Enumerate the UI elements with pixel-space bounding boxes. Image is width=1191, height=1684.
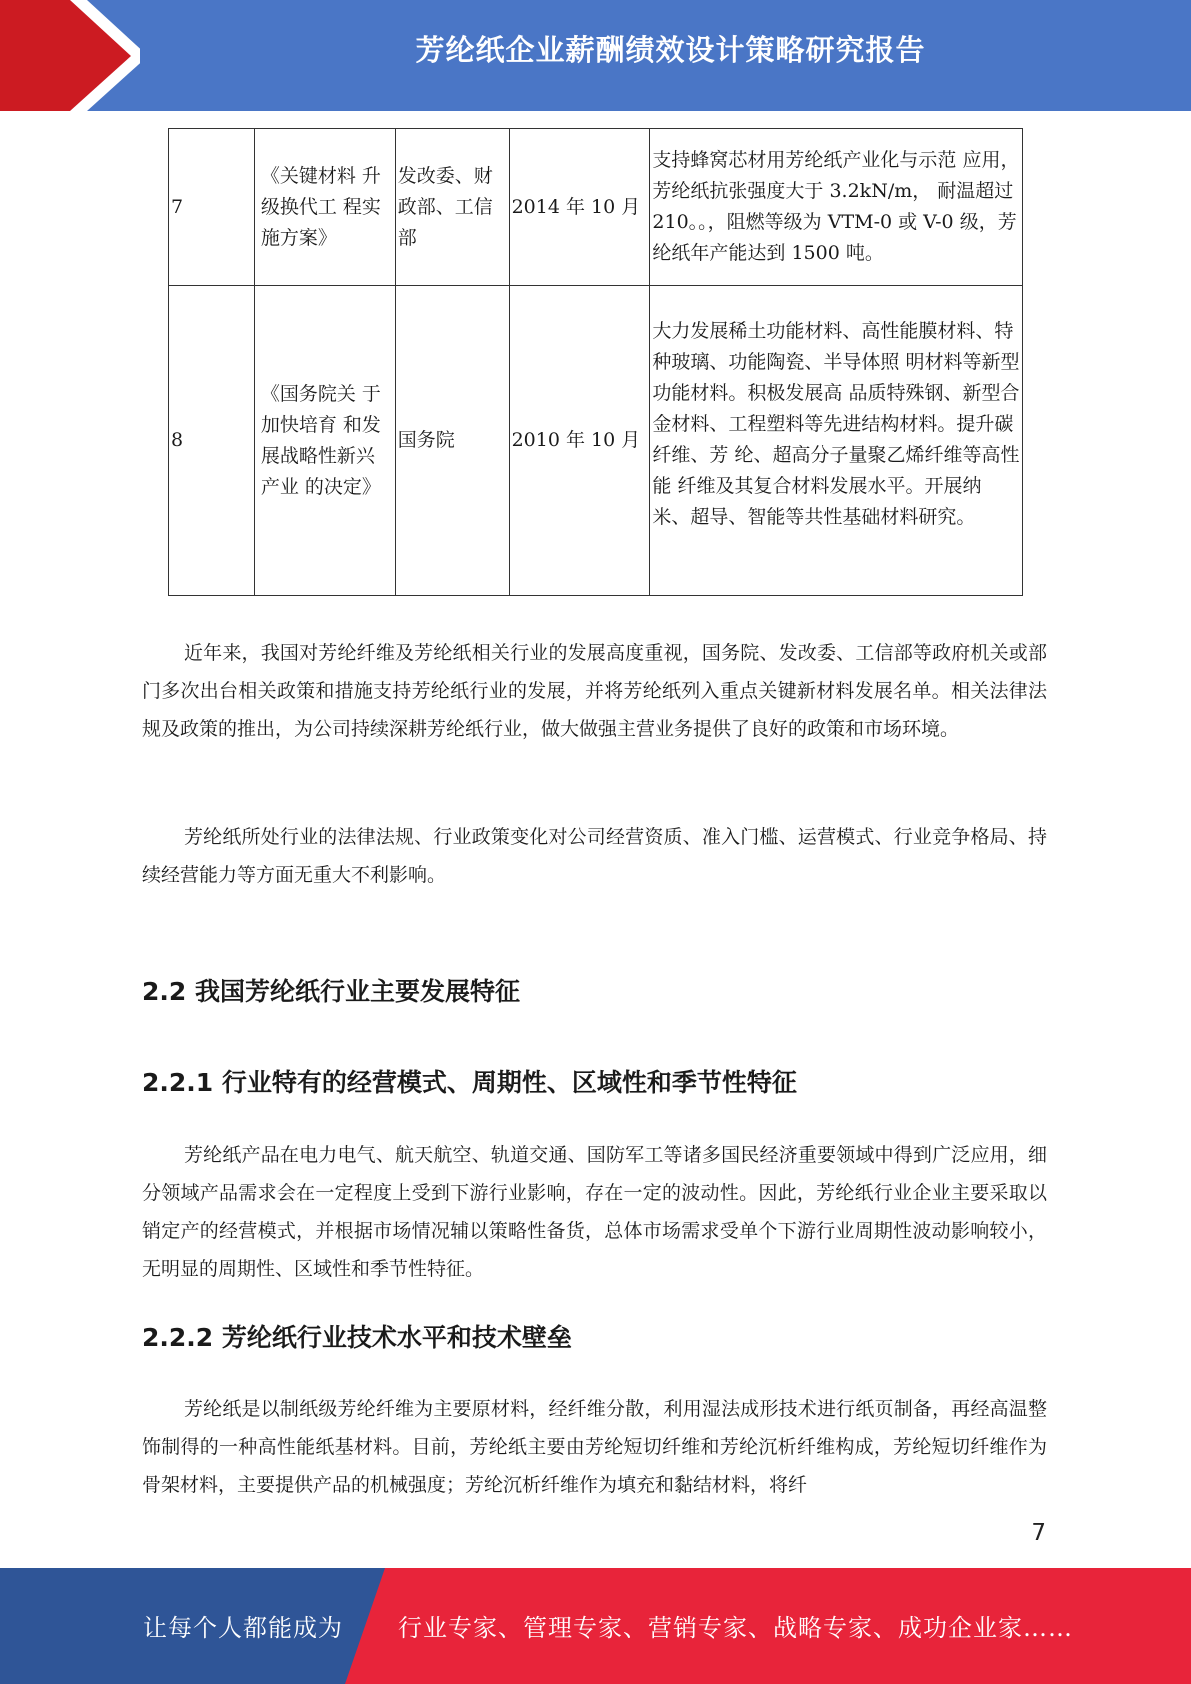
row-number: 8 <box>169 286 255 596</box>
paragraph-policy-impact: 芳纶纸所处行业的法律法规、行业政策变化对公司经营资质、准入门槛、运营模式、行业竞争格局、持续经营能力等方面无重大不利影响。 <box>142 826 1047 886</box>
section-heading-2-2-2: 2.2.2 芳纶纸行业技术水平和技术壁垒 <box>142 1323 572 1352</box>
issuing-department: 发改委、财政部、工信部 <box>395 129 509 286</box>
document-title: 芳纶纸企业薪酬绩效设计策略研究报告 <box>415 33 926 67</box>
policy-table <box>168 128 1023 596</box>
header-arrow-decoration <box>0 0 140 111</box>
issuing-department: 国务院 <box>395 286 509 596</box>
table-row <box>169 286 1023 596</box>
footer-slogan-left: 让每个人都能成为 <box>143 1614 343 1642</box>
policy-name: 《关键材料 升级换代工 程实施方案》 <box>254 129 395 286</box>
section-heading-2-2: 2.2 我国芳纶纸行业主要发展特征 <box>142 977 520 1006</box>
paragraph-policy-summary: 近年来，我国对芳纶纤维及芳纶纸相关行业的发展高度重视，国务院、发改委、工信部等政府机关或部门多次出台相关政策和措施支持芳纶纸行业的发展，并将芳纶纸列入重点关键新材料发展名单。相关法律法规及政策的推出，为公司持续深耕芳纶纸行业，做大做强主营业务提供了良好的政策和市场环境。 <box>142 642 1047 740</box>
table-row <box>169 129 1023 286</box>
paragraph-technology: 芳纶纸是以制纸级芳纶纤维为主要原材料，经纤维分散，利用湿法成形技术进行纸页制备，再经高温整饰制得的一种高性能纸基材料。目前，芳纶纸主要由芳纶短切纤维和芳纶沉析纤维构成，芳纶短切纤维作为骨架材料，主要提供产品的机械强度；芳纶沉析纤维作为填充和黏结材料，将纤 <box>142 1398 1047 1496</box>
policy-content: 大力发展稀土功能材料、高性能膜材料、特种玻璃、功能陶瓷、半导体照 明材料等新型功能材料。积极发展高 品质特殊钢、新型合金材料、工程塑料等先进结构材料。提升碳纤维、芳 纶、超高分子量聚乙烯纤维等高性能 纤维及其复合材料发展水平。开展纳 米、超导、智能等共性基础材料研究。 <box>650 286 1023 596</box>
page-number: 7 <box>1031 1520 1046 1546</box>
paragraph-business-model: 芳纶纸产品在电力电气、航天航空、轨道交通、国防军工等诸多国民经济重要领域中得到广泛应用，细分领域产品需求会在一定程度上受到下游行业影响，存在一定的波动性。因此，芳纶纸行业企业主要采取以销定产的经营模式，并根据市场情况辅以策略性备货，总体市场需求受单个下游行业周期性波动影响较小，无明显的周期性、区域性和季节性特征。 <box>142 1144 1047 1280</box>
issue-date: 2014 年 10 月 <box>509 129 650 286</box>
policy-content: 支持蜂窝芯材用芳纶纸产业化与示范 应用，芳纶纸抗张强度大于 3.2kN/m， 耐温超过 210。。，阻燃等级为 VTM-0 或 V-0 级，芳纶纸年产能达到 1500 吨。 <box>650 129 1023 286</box>
page-header <box>0 0 1191 111</box>
row-number: 7 <box>169 129 255 286</box>
page-footer <box>0 1568 1191 1684</box>
footer-slogan-right: 行业专家、管理专家、营销专家、战略专家、成功企业家…… <box>398 1614 1073 1642</box>
policy-name: 《国务院关 于加快培育 和发展战略性新兴产业 的决定》 <box>254 286 395 596</box>
issue-date: 2010 年 10 月 <box>509 286 650 596</box>
section-heading-2-2-1: 2.2.1 行业特有的经营模式、周期性、区域性和季节性特征 <box>142 1068 797 1097</box>
